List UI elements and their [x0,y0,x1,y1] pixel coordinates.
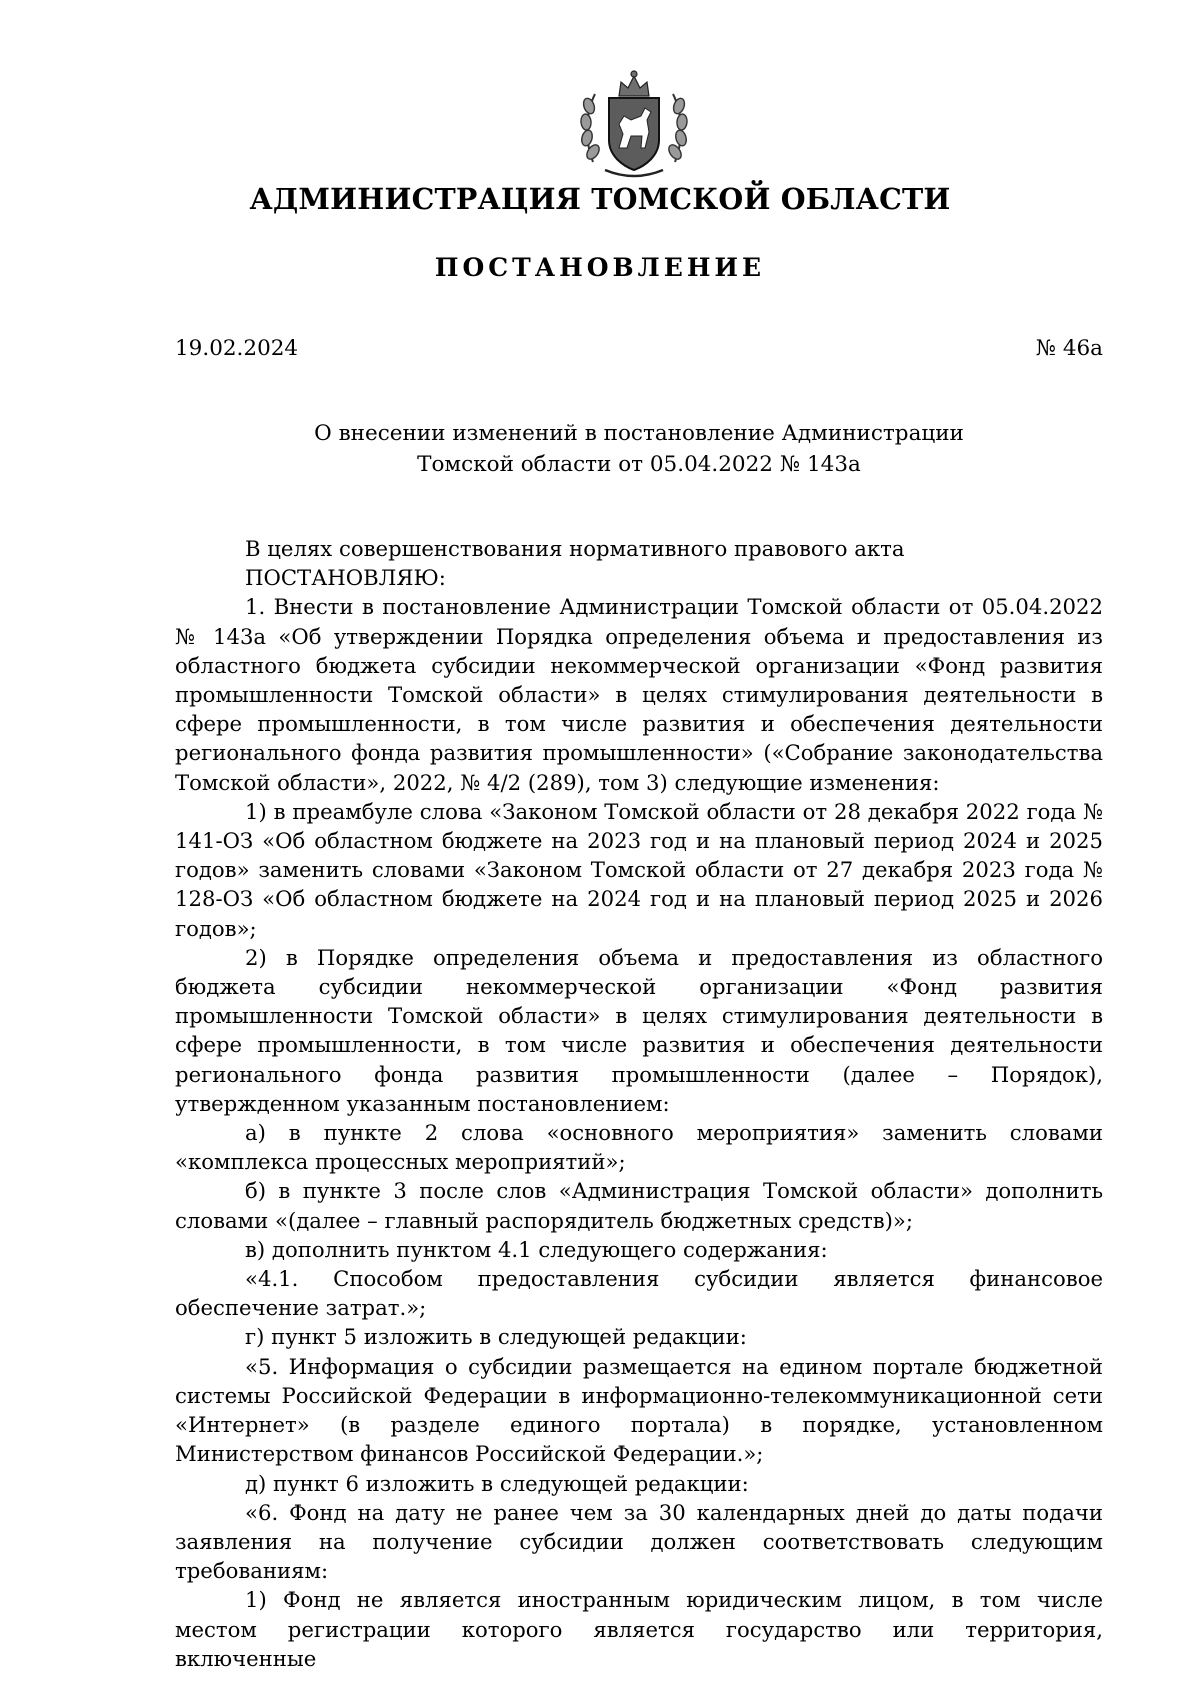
body-paragraph: а) в пункте 2 слова «основного мероприятия» заменить словами «комплекса процессных мероприятий»; [175,1120,1103,1175]
body-paragraph: «4.1. Способом предоставления субсидии является финансовое обеспечение затрат.»; [175,1266,1103,1321]
body-paragraph: 1. Внести в постановление Администрации Томской области от 05.04.2022 № 143а «Об утверждении Порядка определения объема и предоставления из областного бюджета субсидии некоммерческой организации «Фонд развития промышленности Томской области» в целях стимулирования деятельности в сфере промышленности, в том числе развития и обеспечения деятельности регионального фонда развития промышленности» («Собрание законодательства Томской области», 2022, № 4/2 (289), том 3) следующие изменения: [175,594,1103,795]
resolve-heading: ПОСТАНОВЛЯЮ: [245,565,446,591]
organization-name: АДМИНИСТРАЦИЯ ТОМСКОЙ ОБЛАСТИ [249,182,951,216]
document-body [175,534,1103,1673]
body-paragraph: «5. Информация о субсидии размещается на едином портале бюджетной системы Российской Федерации в информационно-телекоммуникационной сети «Интернет» (в разделе единого портала) в порядке, установленном Министерством финансов Российской Федерации.»; [175,1353,1103,1467]
body-paragraph: в) дополнить пунктом 4.1 следующего содержания: [245,1236,828,1262]
document-date: 19.02.2024 [175,336,299,361]
body-paragraph: «6. Фонд на дату не ранее чем за 30 календарных дней до даты подачи заявления на получение субсидии должен соответствовать следующим требованиям: [175,1499,1103,1584]
body-paragraph: 1) Фонд не является иностранным юридическим лицом, в том числе местом регистрации которого является государство или территория, включенные [175,1587,1103,1671]
document-subject [175,418,1103,480]
document-number: № 46а [1035,336,1103,361]
body-paragraph: б) в пункте 3 после слов «Администрация Томской области» дополнить словами «(далее – главный распорядитель бюджетных средств)»; [175,1178,1103,1233]
body-paragraph: 2) в Порядке определения объема и предоставления из областного бюджета субсидии некоммерческой организации «Фонд развития промышленности Томской области» в целях стимулирования деятельности в сфере промышленности, в том числе развития и обеспечения деятельности регионального фонда развития промышленности (далее – Порядок), утвержденном указанным постановлением: [175,944,1103,1116]
body-paragraph: 1) в преамбуле слова «Законом Томской области от 28 декабря 2022 года № 141-ОЗ «Об областном бюджете на 2023 год и на плановый период 2024 и 2025 годов» заменить словами «Законом Томской области от 27 декабря 2023 года № 128-ОЗ «Об областном бюджете на 2024 год и на плановый период 2025 и 2026 годов»; [175,798,1103,941]
document-type: ПОСТАНОВЛЕНИЕ [434,253,766,282]
intro-paragraph: В целях совершенствования нормативного правового акта [245,536,905,561]
subject-line: О внесении изменений в постановление Администрации [314,421,964,446]
tomsk-coat-of-arms-icon [579,66,689,182]
body-paragraph: д) пункт 6 изложить в следующей редакции: [245,1470,749,1496]
body-paragraph: г) пункт 5 изложить в следующей редакции: [245,1324,747,1350]
subject-line: Томской области от 05.04.2022 № 143а [417,452,861,477]
